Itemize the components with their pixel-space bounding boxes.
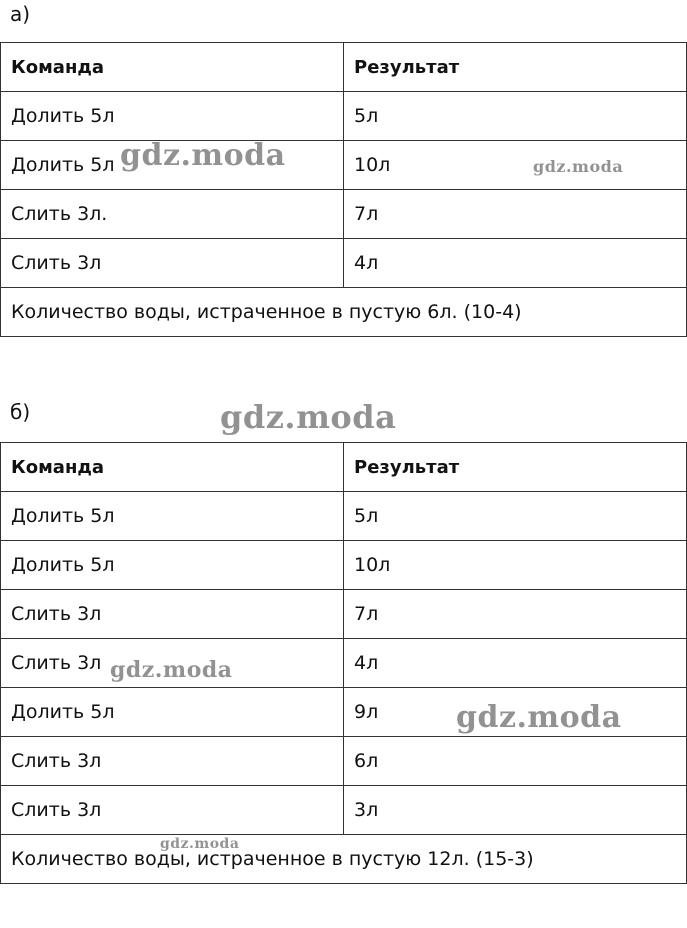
table-header-row [1,43,687,92]
watermark: gdz.moda [120,138,286,173]
header-command: Команда [1,443,344,492]
command-cell: Слить 3л. [1,190,344,239]
table-row [1,141,687,190]
table-row [1,786,687,835]
summary-row [1,288,687,337]
watermark: gdz.moda [110,657,233,683]
commands-table-a [0,42,687,337]
result-cell: 3л [344,786,687,835]
table-row [1,590,687,639]
result-cell: 5л [344,492,687,541]
command-cell: Слить 3л [1,239,344,288]
table-row [1,492,687,541]
table-row [1,639,687,688]
watermark: gdz.moda [533,157,624,176]
command-cell: Долить 5л [1,141,344,190]
header-result: Результат [344,443,687,492]
result-cell: 9л [344,688,687,737]
section-a-label: а) [10,2,31,26]
watermark: gdz.moda [456,700,622,735]
commands-table-b [0,442,687,884]
result-cell: 4л [344,639,687,688]
result-cell: 10л [344,541,687,590]
table-row [1,737,687,786]
command-cell: Долить 5л [1,92,344,141]
result-cell: 7л [344,590,687,639]
header-command: Команда [1,43,344,92]
summary-row [1,835,687,884]
section-b-label: б) [10,400,31,424]
command-cell: Долить 5л [1,688,344,737]
summary-cell: Количество воды, истраченное в пустую 12л. (15-3) [1,835,687,884]
command-cell: Слить 3л [1,639,344,688]
command-cell: Долить 5л [1,492,344,541]
table-row [1,688,687,737]
table-row [1,190,687,239]
result-cell: 5л [344,92,687,141]
result-cell: 10л [344,141,687,190]
command-cell: Слить 3л [1,786,344,835]
table-header-row [1,443,687,492]
table-row [1,239,687,288]
result-cell: 6л [344,737,687,786]
table-row [1,92,687,141]
watermark: gdz.moda [160,836,240,852]
command-cell: Слить 3л [1,737,344,786]
summary-cell: Количество воды, истраченное в пустую 6л. (10-4) [1,288,687,337]
command-cell: Слить 3л [1,590,344,639]
result-cell: 7л [344,190,687,239]
result-cell: 4л [344,239,687,288]
header-result: Результат [344,43,687,92]
table-row [1,541,687,590]
watermark: gdz.moda [220,398,397,436]
command-cell: Долить 5л [1,541,344,590]
